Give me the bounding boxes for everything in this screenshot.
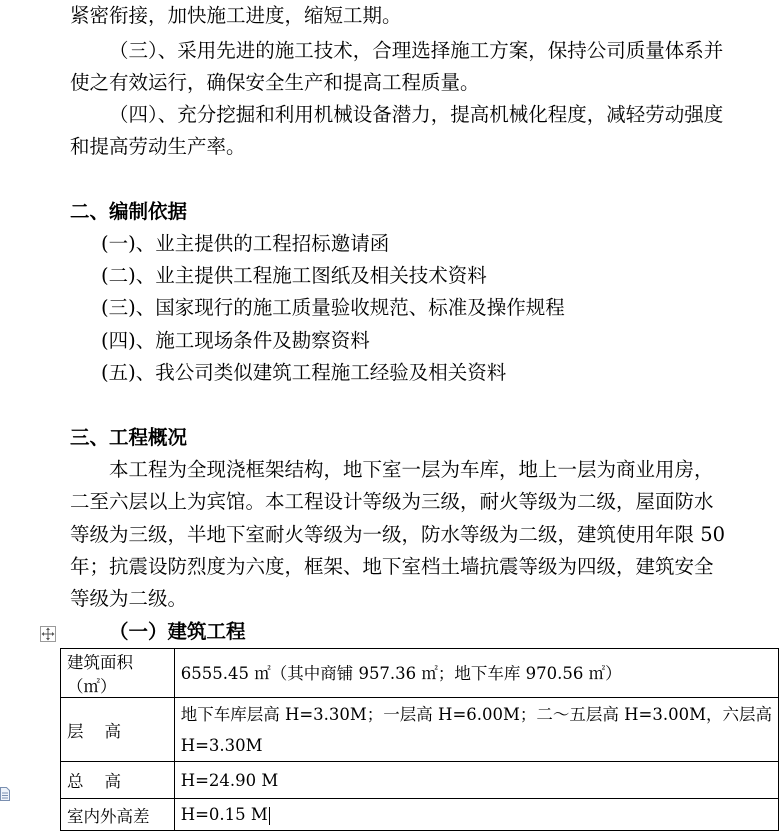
table-cell-value[interactable]: H=24.90 M xyxy=(174,762,778,799)
paragraph-line: （四）、充分挖掘和利用机械设备潜力，提高机械化程度，减轻劳动强度 xyxy=(109,103,724,126)
paragraph-line: 和提高劳动生产率。 xyxy=(70,135,246,158)
section-heading: 二、编制依据 xyxy=(70,200,188,223)
paragraph-line: 等级为三级，半地下室耐火等级为一级，防水等级为二级，建筑使用年限 50 xyxy=(70,523,726,546)
paragraph-line: 二至六层以上为宾馆。本工程设计等级为三级，耐火等级为二级，屋面防水 xyxy=(70,490,714,513)
document-icon xyxy=(0,786,10,800)
table-cell-value-line: H=3.30M xyxy=(180,735,263,755)
move-handle-icon[interactable] xyxy=(40,626,56,642)
table-cell-value[interactable] xyxy=(174,698,778,762)
list-item: (四)、施工现场条件及勘察资料 xyxy=(101,329,370,352)
table-cell-value-text: H=0.15 M xyxy=(180,805,268,824)
list-item: (一)、业主提供的工程招标邀请函 xyxy=(101,232,390,255)
table-cell-label[interactable]: 室内外高差 xyxy=(61,799,175,831)
paragraph-line: 紧密衔接，加快施工进度，缩短工期。 xyxy=(70,4,402,27)
list-item: (五)、我公司类似建筑工程施工经验及相关资料 xyxy=(101,361,507,384)
table-cell-value[interactable]: 6555.45 ㎡（其中商铺 957.36 ㎡；地下车库 970.56 ㎡） xyxy=(174,649,778,698)
table-row xyxy=(61,762,779,799)
paragraph-line: 等级为二级。 xyxy=(70,587,188,610)
table-row xyxy=(61,649,779,698)
table-cell-label[interactable]: 层 高 xyxy=(61,698,175,762)
text-cursor xyxy=(269,807,270,825)
paragraph-line: 年；抗震设防烈度为六度，框架、地下室档土墙抗震等级为四级，建筑安全 xyxy=(70,555,714,578)
subsection-heading: （一）建筑工程 xyxy=(109,620,246,643)
list-item: (三)、国家现行的施工质量验收规范、标准及操作规程 xyxy=(101,296,565,319)
table-row xyxy=(61,698,779,762)
table-cell-label[interactable]: 总 高 xyxy=(61,762,175,799)
list-item: (二)、业主提供工程施工图纸及相关技术资料 xyxy=(101,264,487,287)
table-cell-label[interactable]: 建筑面积（㎡） xyxy=(61,649,175,698)
paragraph-line: （三）、采用先进的施工技术，合理选择施工方案，保持公司质量体系并 xyxy=(109,39,724,62)
table-cell-value-line: 地下车库层高 H=3.30M；一层高 H=6.00M；二～五层高 H=3.00M，六层高 xyxy=(180,704,772,724)
table-row xyxy=(61,799,779,831)
paragraph-line: 使之有效运行，确保安全生产和提高工程质量。 xyxy=(70,71,480,94)
table-cell-value[interactable] xyxy=(174,799,778,831)
building-spec-table xyxy=(60,648,779,831)
paragraph-line: 本工程为全现浇框架结构，地下室一层为车库，地上一层为商业用房， xyxy=(109,458,714,481)
section-heading: 三、工程概况 xyxy=(70,426,188,449)
